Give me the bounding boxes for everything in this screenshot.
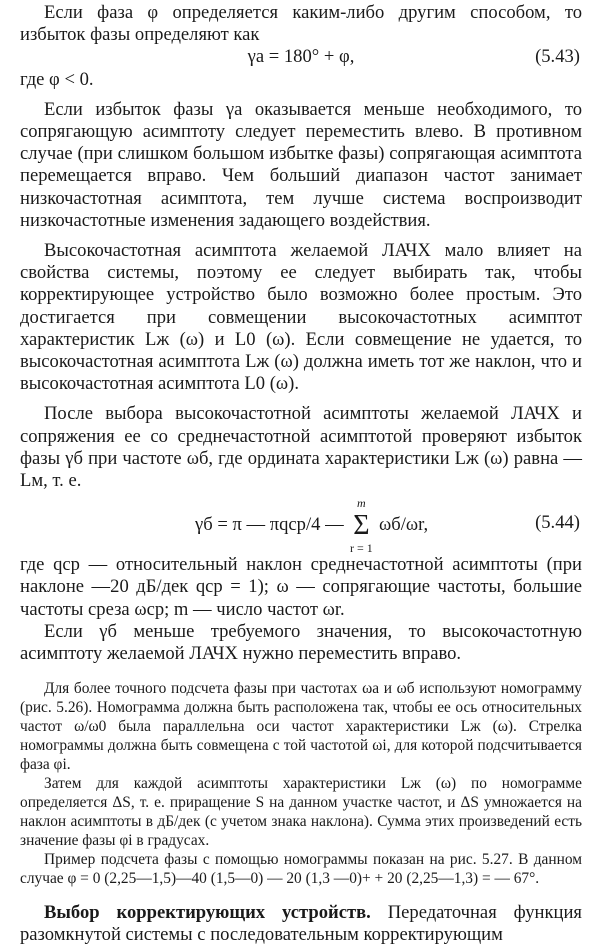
paragraph-check-phase: После выбора высокочастотной асимптоты желаемой ЛАЧХ и сопряжения ее со среднечастотной асимптотой проверяют избыток фазы γб при частоте ωб, где ордината характеристики Lж (ω) равна —Lм, т. е. bbox=[20, 403, 582, 492]
small-paragraph-example: Пример подсчета фазы с помощью номограммы показан на рис. 5.27. В данном случае φ = 0 (2,25—1,5)—40 (1,5—0) — 20 (1,3 —0)+ + 20 (2,25—1,3) = — 67°. bbox=[20, 851, 582, 888]
formula-5-44 bbox=[20, 492, 582, 554]
paragraph-formula-legend: где qср — относительный наклон среднечастотной асимптоты (при наклоне —20 дБ/дек qср = 1); ω — сопрягающие частоты, большие частоты среза ωср; m — число частот ωr. bbox=[20, 554, 582, 620]
formula-5-44-right: ωб/ωr, bbox=[379, 514, 429, 536]
paragraph-phase-method: Если фаза φ определяется каким-либо другим способом, то избыток фазы определяют как bbox=[20, 2, 582, 46]
section-correction-devices bbox=[20, 902, 582, 946]
paragraph-shift-right: Если γб меньше требуемого значения, то высокочастотную асимптоту желаемой ЛАЧХ нужно переместить вправо. bbox=[20, 620, 582, 665]
paragraph-phase-condition: где φ < 0. bbox=[20, 68, 94, 90]
section-text: Передаточная функция разомкнутой системы с последовательным корректирующим bbox=[20, 902, 582, 946]
formula-5-43-number: (5.43) bbox=[535, 46, 580, 68]
sum-symbol bbox=[348, 496, 374, 556]
sum-sigma: Σ bbox=[353, 510, 370, 542]
formula-5-43-expression: γа = 180° + φ, bbox=[247, 46, 355, 68]
formula-5-43 bbox=[20, 46, 582, 68]
small-paragraph-nomogram: Для более точного подсчета фазы при частотах ωа и ωб используют номограмму (рис. 5.26). Номограмма должна быть расположена так, чтобы ее ось относительных частот ω/ω0 была параллельна оси частот характеристики Lж (ω). Стрелка номограммы должна быть совмещена с той частотой ωi, для которой подсчитывается фаза φi. bbox=[20, 680, 582, 774]
sum-upper-limit: m bbox=[357, 496, 366, 511]
section-heading: Выбор корректирующих устройств. bbox=[44, 902, 371, 924]
formula-5-44-left: γб = π — πqср/4 — bbox=[195, 514, 344, 536]
formula-5-44-expression bbox=[195, 496, 429, 556]
formula-5-44-number: (5.44) bbox=[535, 512, 580, 534]
document-page bbox=[0, 2, 600, 946]
paragraph-phase-excess: Если избыток фазы γа оказывается меньше необходимого, то сопрягающую асимптоту следует переместить влево. В противном случае (при слишком большом избытке фазы) сопрягающая асимптота перемещается вправо. Чем больший диапазон частот занимает низкочастотная асимптота, тем лучше система воспроизводит низкочастотные изменения задающего воздействия. bbox=[20, 98, 582, 231]
paragraph-high-frequency-asymptote: Высокочастотная асимптота желаемой ЛАЧХ мало влияет на свойства системы, поэтому ее следует выбирать так, чтобы корректирующее устройство было возможно более простым. Это достигается при совмещении высокочастотных асимптот характеристик Lж (ω) и L0 (ω). Если совмещение не удается, то высокочастотная асимптота Lж (ω) должна иметь тот же наклон, что и высокочастотная асимптота L0 (ω). bbox=[20, 240, 582, 395]
small-paragraph-delta-s: Затем для каждой асимптоты характеристики Lж (ω) по номограмме определяется ΔS, т. е. приращение S на данном участке частот, и ΔS умножается на наклон асимптоты в дБ/дек (с учетом знака наклона). Сумма этих произведений есть значение фазы φi в градусах. bbox=[20, 775, 582, 850]
sum-lower-limit: r = 1 bbox=[349, 541, 373, 556]
